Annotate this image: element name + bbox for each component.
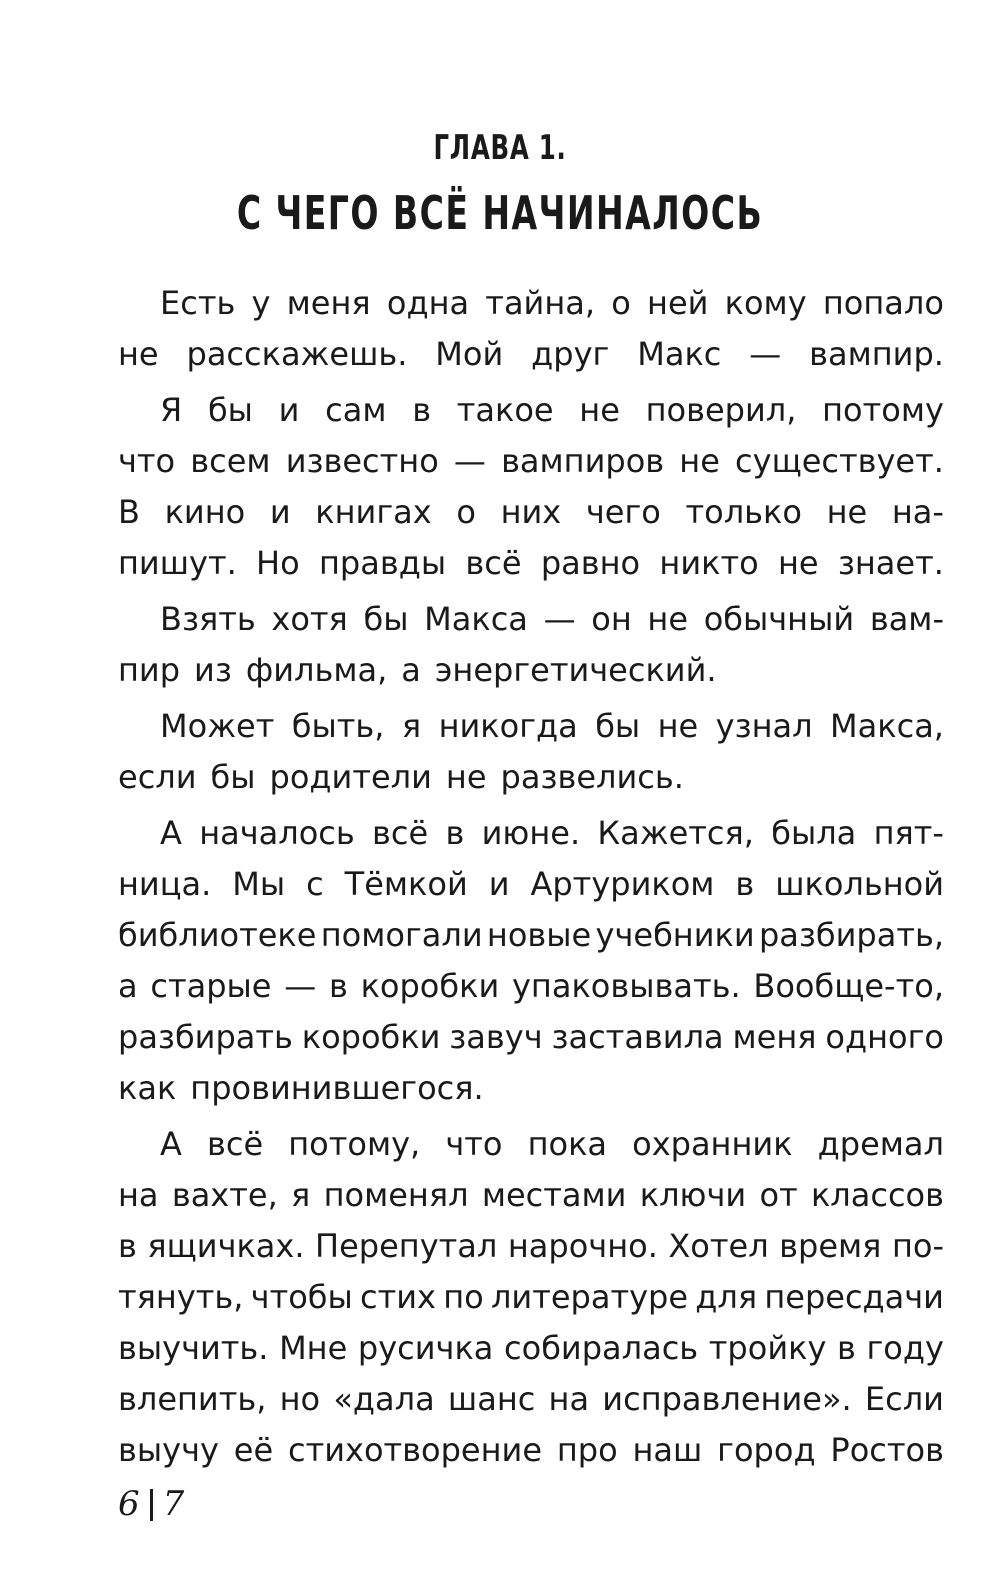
word: — xyxy=(749,335,782,373)
word: а xyxy=(118,967,138,1005)
word: о xyxy=(611,284,631,322)
word: ящичках. xyxy=(147,1227,305,1265)
word: я xyxy=(291,1176,311,1214)
word: по- xyxy=(891,1227,944,1265)
word: них xyxy=(500,493,562,531)
word: А xyxy=(160,1125,182,1163)
word: поменял xyxy=(323,1176,469,1214)
word: от xyxy=(759,1176,798,1214)
word: коробки xyxy=(360,967,500,1005)
word: году xyxy=(866,1329,944,1367)
word: старые xyxy=(150,967,272,1005)
word: в xyxy=(735,865,755,903)
word: он xyxy=(591,600,632,638)
word: знает. xyxy=(837,544,944,582)
word: хотя xyxy=(271,600,348,638)
word: из xyxy=(194,651,232,689)
word: Хотел xyxy=(668,1227,769,1265)
word: о xyxy=(456,493,476,531)
text-line xyxy=(118,1119,944,1170)
word: Мой xyxy=(435,335,504,373)
word: правды xyxy=(318,544,447,582)
word: вахте, xyxy=(171,1176,278,1214)
word: что xyxy=(118,442,176,480)
word: охранник xyxy=(632,1125,793,1163)
word: поверил, xyxy=(645,391,797,429)
word: фильма, xyxy=(245,651,388,689)
word: Может xyxy=(160,707,275,745)
word: не xyxy=(445,758,487,796)
word: разбирать, xyxy=(758,916,944,954)
word: Макс xyxy=(637,335,722,373)
text-line xyxy=(118,961,944,1012)
word: что xyxy=(445,1125,503,1163)
word: попало xyxy=(822,284,944,322)
word: не xyxy=(579,391,620,429)
word: дремал xyxy=(817,1125,944,1163)
word: школьной xyxy=(775,865,944,903)
word: июне. xyxy=(481,814,581,852)
text-line xyxy=(118,436,944,487)
chapter-title: С ЧЕГО ВСЁ НАЧИНАЛОСЬ xyxy=(236,186,764,240)
word: не xyxy=(826,493,868,531)
word: Взять xyxy=(160,600,256,638)
word: никогда xyxy=(438,707,578,745)
word: русичка xyxy=(357,1329,494,1367)
word: выучу xyxy=(118,1431,219,1469)
text-line xyxy=(118,1374,944,1425)
word: Я xyxy=(160,391,183,429)
text-line xyxy=(118,487,944,538)
word: выучить. xyxy=(118,1329,269,1367)
word: сам xyxy=(325,391,387,429)
word: местами xyxy=(481,1176,627,1214)
word: коробки xyxy=(301,1018,441,1056)
word: никто xyxy=(659,544,759,582)
word: не xyxy=(777,544,819,582)
word: расскажешь. xyxy=(186,335,408,373)
text-line xyxy=(118,1170,944,1221)
word: влепить, xyxy=(118,1380,267,1418)
word: разбирать xyxy=(118,1018,293,1056)
text-line xyxy=(118,910,944,961)
word: Если xyxy=(864,1380,944,1418)
word: меня xyxy=(732,1018,817,1056)
word: всё xyxy=(372,814,429,852)
word: в xyxy=(837,1329,856,1367)
word: Макса xyxy=(424,600,528,638)
word: Макса, xyxy=(830,707,944,745)
text-line xyxy=(118,1425,944,1476)
text-line xyxy=(118,385,944,436)
word: шанс xyxy=(447,1380,536,1418)
word: у xyxy=(251,284,271,322)
text-line xyxy=(118,808,944,859)
word: Мне xyxy=(279,1329,348,1367)
word: Вообще-то, xyxy=(753,967,944,1005)
word: вампир. xyxy=(809,335,944,373)
word: пир xyxy=(118,651,181,689)
word: стих xyxy=(360,1278,436,1316)
word: — xyxy=(284,967,317,1005)
word: с xyxy=(306,865,324,903)
body-text xyxy=(118,278,944,1476)
word: Но xyxy=(256,544,300,582)
word: завуч xyxy=(449,1018,543,1056)
word: а xyxy=(401,651,421,689)
text-line xyxy=(118,329,944,380)
text-line xyxy=(118,1221,944,1272)
word: потому, xyxy=(288,1125,421,1163)
word: я xyxy=(401,707,422,745)
word: библиотеке xyxy=(118,916,317,954)
word: известно xyxy=(285,442,439,480)
word: быть, xyxy=(291,707,385,745)
word: вам- xyxy=(869,600,944,638)
word: на xyxy=(118,1176,159,1214)
word: бы xyxy=(595,707,641,745)
word: помогали xyxy=(320,916,483,954)
word: родители xyxy=(269,758,432,796)
word: не xyxy=(679,442,720,480)
word: бы xyxy=(207,391,253,429)
word: исправление». xyxy=(602,1380,852,1418)
word: Ростов xyxy=(830,1431,944,1469)
word: узнал xyxy=(715,707,813,745)
word: Перепутал xyxy=(315,1227,498,1265)
word: не xyxy=(118,335,159,373)
word: пишут. xyxy=(118,544,237,582)
text-line xyxy=(118,594,944,645)
word: и xyxy=(269,493,291,531)
word: энергетический. xyxy=(434,651,717,689)
word: если xyxy=(118,758,197,796)
word: нарочно. xyxy=(507,1227,658,1265)
word: А xyxy=(160,814,182,852)
word: упаковывать. xyxy=(511,967,741,1005)
word: книгах xyxy=(315,493,432,531)
word: время xyxy=(779,1227,882,1265)
word: ключи xyxy=(639,1176,747,1214)
word: обычный xyxy=(703,600,855,638)
word: бы xyxy=(210,758,256,796)
word: и xyxy=(278,391,300,429)
word: друг xyxy=(531,335,610,373)
word: в xyxy=(412,391,432,429)
word: началось xyxy=(199,814,355,852)
word: чего xyxy=(585,493,661,531)
word: в xyxy=(328,967,348,1005)
word: В xyxy=(118,493,140,531)
word: пересдачи xyxy=(764,1278,944,1316)
page-numbers xyxy=(118,1484,184,1524)
word: Есть xyxy=(160,284,236,322)
page-separator xyxy=(150,1489,153,1521)
word: пят- xyxy=(873,814,944,852)
word: чтобы xyxy=(250,1278,353,1316)
word: классов xyxy=(810,1176,944,1214)
word: кино xyxy=(164,493,246,531)
word: не xyxy=(657,707,699,745)
text-line xyxy=(118,1012,944,1063)
text-line xyxy=(118,1323,944,1374)
word: но xyxy=(279,1380,321,1418)
word: заставила xyxy=(551,1018,724,1056)
word: вампиров xyxy=(501,442,665,480)
word: провинившегося. xyxy=(190,1069,484,1107)
word: учебники xyxy=(595,916,755,954)
word: тройку xyxy=(708,1329,827,1367)
text-line xyxy=(118,701,944,752)
word: в xyxy=(445,814,465,852)
word: ница. xyxy=(118,865,212,903)
word: бы xyxy=(363,600,409,638)
word: пока xyxy=(527,1125,607,1163)
word: одного xyxy=(825,1018,944,1056)
word: только xyxy=(685,493,802,531)
word: на- xyxy=(891,493,944,531)
word: на xyxy=(548,1380,590,1418)
word: развелись. xyxy=(500,758,684,796)
word: про xyxy=(556,1431,618,1469)
word: по xyxy=(443,1278,484,1316)
chapter-label: ГЛАВА 1. xyxy=(433,128,567,168)
word: всё xyxy=(207,1125,264,1163)
text-line xyxy=(118,278,944,329)
word: собиралась xyxy=(504,1329,699,1367)
word: всем xyxy=(190,442,271,480)
page-number-right: 7 xyxy=(162,1484,185,1524)
word: всё xyxy=(465,544,522,582)
text-line xyxy=(118,859,944,910)
word: потому xyxy=(822,391,944,429)
word: наш xyxy=(632,1431,703,1469)
word: новые xyxy=(486,916,592,954)
word: равно xyxy=(540,544,641,582)
word: как xyxy=(118,1069,177,1107)
word: Кажется, xyxy=(597,814,754,852)
text-line xyxy=(118,752,944,803)
word: Тёмкой xyxy=(344,865,468,903)
text-line xyxy=(118,1272,944,1323)
word: литературе xyxy=(490,1278,689,1316)
text-line xyxy=(118,1063,944,1114)
word: «дала xyxy=(333,1380,435,1418)
word: ней xyxy=(647,284,709,322)
word: кому xyxy=(724,284,807,322)
word: тайна, xyxy=(485,284,596,322)
word: — xyxy=(543,600,576,638)
word: для xyxy=(695,1278,758,1316)
word: и xyxy=(488,865,510,903)
word: — xyxy=(453,442,486,480)
word: стихотворение xyxy=(287,1431,542,1469)
word: Артуриком xyxy=(530,865,715,903)
word: одна xyxy=(386,284,470,322)
word: была xyxy=(771,814,857,852)
word: в xyxy=(118,1227,137,1265)
word: её xyxy=(233,1431,274,1469)
word: существует. xyxy=(735,442,944,480)
word: меня xyxy=(286,284,371,322)
text-line xyxy=(118,645,944,696)
text-line xyxy=(118,538,944,589)
word: тянуть, xyxy=(118,1278,244,1316)
word: город xyxy=(717,1431,816,1469)
word: не xyxy=(647,600,689,638)
word: такое xyxy=(456,391,554,429)
word: Мы xyxy=(232,865,286,903)
page-number-left: 6 xyxy=(118,1484,140,1524)
